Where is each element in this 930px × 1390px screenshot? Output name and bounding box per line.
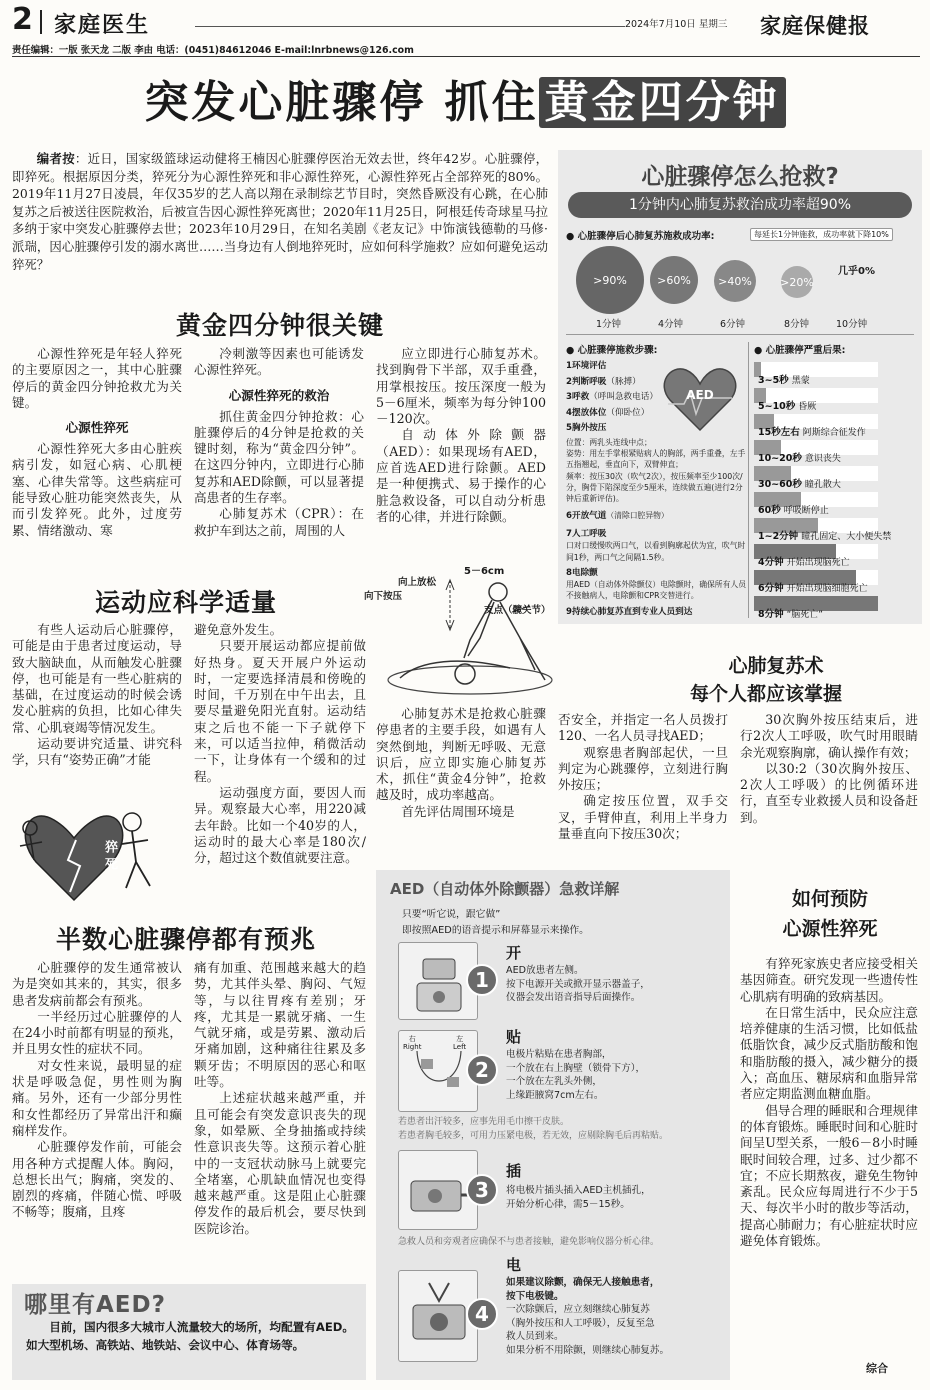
aed-step4-l1: 如果建议除颤，确保无人接触患者， — [506, 1277, 660, 1288]
section2-col2 — [194, 622, 366, 866]
headline-highlight: 黄金四分钟 — [539, 77, 786, 128]
section5-title — [740, 884, 920, 944]
aed-step4-l6: 如果分析不用除颤，则继续心肺复苏。 — [506, 1344, 670, 1356]
severity-bar-4 — [754, 440, 878, 464]
s5-p3: 倡导合理的睡眠和合理规律的体育锻炼。睡眠时间和心脏时间呈U型关系，一般6－8小时睡眠时间较合理，过多、过少都不宜；不应长期熬夜，避免生物钟紊乱。民众应每周进行不少于5天、每次半小时的散步等活动，提高心肺耐力；有心脏症状时应避免体育锻炼。 — [740, 1102, 918, 1249]
aed-step3-l2: 开始分析心律，需5－15秒。 — [506, 1198, 630, 1210]
s4c2-p2: 观察患者胸部起伏，一旦判定为心跳骤停，立刻进行胸外按压； — [558, 744, 728, 793]
s1c2-p1: 冷刺激等因素也可能诱发心源性猝死。 — [194, 346, 364, 378]
severity-bar-label: 30~60秒 瞳孔散大 — [758, 479, 841, 490]
editor-note-text: ：近日，国家级篮球运动健将王楠因心脏骤停医治无效去世，终年42岁。心脏骤停，即猝死。根据原因分类，猝死分为心源性猝死和非心源性猝死，心源性猝死占全部猝死的80%。2019年11月27日凌晨，年仅35岁的艺人高以翔在录制综艺节目时，突然昏厥没有心跳，在心肺复苏之后被送往医院救治，后被宣告因心源性猝死离世；2020年11月25日，阿根廷传奇球星马拉多纳于家中突发心脏骤停去世；2023年10月29日，在知名美剧《老友记》中饰演钱德勒的马修·派瑞，因心脏骤停引发的溺水离世……当身边有人倒地猝死时，应如何科学施救？应如何避免运动猝死？ — [12, 151, 548, 272]
rate-circle-5: 几乎0% — [838, 266, 875, 277]
rescue-step-4: 4摆放体位（仰卧位） — [566, 407, 650, 418]
severity-bar-1 — [754, 362, 878, 386]
rate-time-1: 1分钟 — [596, 319, 622, 330]
infographic-subtitle: 1分钟内心肺复苏救治成功率超90% — [568, 192, 912, 218]
aed-guide-title: AED（自动体外除颤器）急救详解 — [390, 880, 620, 898]
infographic-title: 心脏骤停怎么抢救? — [641, 164, 839, 190]
s1c2-subhead: 心源性猝死的救治 — [228, 387, 330, 403]
aed-step3-heading: 插 — [506, 1162, 522, 1180]
section-name: 家庭医生 — [54, 12, 151, 38]
page-number: 2 — [12, 2, 33, 37]
header-line — [195, 26, 625, 27]
severity-bar-6 — [754, 492, 878, 516]
rescue-step-1: 1环境评估 — [566, 361, 607, 371]
aed-step3-number: 3 — [466, 1174, 498, 1206]
aed-note-2: 若患者胸毛较多，可用力压紧电极，若无效，应剔除胸毛后再粘贴。 — [398, 1131, 669, 1141]
aed-step1-number: 1 — [466, 964, 498, 996]
aed-left-label: 左 Left — [453, 1035, 467, 1051]
steps-label: ● 心脏骤停施救步骤: — [566, 345, 658, 356]
s1c2-p2: 抓住黄金四分钟抢救：心脏骤停后的4分钟是抢救的关键时刻，称为“黄金四分钟”。在这四分钟内，立即进行心肺复苏和AED除颤，可以显著提高患者的生存率。 — [194, 408, 364, 506]
infographic-rule — [566, 334, 914, 335]
section4-title-line1: 心肺复苏术 — [728, 655, 824, 677]
severity-bar-2 — [754, 388, 878, 412]
paper-name: 家庭保健报 — [760, 13, 870, 38]
aed-step3-l1: 将电极片插头插入AED主机插孔， — [506, 1185, 651, 1196]
rate-circle-1: >90% — [576, 246, 644, 314]
rate-note: 每延长1分钟施救，成功率就下降10% — [750, 228, 893, 241]
s2c2-p2: 只要开展运动都应提前做好热身。夏天开展户外运动时，一定要选择清晨和傍晚的时间，千万别在中午出去，且要尽量避免阳光直射。运动结束之后也不能一下子就停下来，可以适当拉伸，稍微活动一下，让身体有一个缓和的过程。 — [194, 638, 366, 784]
cpr-figure — [360, 560, 556, 704]
aed-step1-l2: 按下电源开关或掀开显示器盖子， — [506, 978, 650, 990]
article-source: 综合 — [866, 1362, 888, 1375]
aed-guide-box — [376, 870, 730, 1380]
credits-line: 责任编辑：一版 张天龙 二版 李由 电话：(0451)84612046 E-mail:lnrbnews@126.com — [12, 45, 414, 56]
infographic — [558, 150, 922, 624]
sudden-death-label: 猝死 — [102, 840, 117, 874]
aed-step4-heading: 电 — [506, 1256, 522, 1274]
s4c2-p1: 否安全，并指定一名人员拨打120、一名人员寻找AED； — [558, 712, 728, 744]
severity-bar-3 — [754, 414, 878, 438]
severity-bar-label: 8分钟 “脑死亡” — [758, 609, 823, 620]
section1-col3 — [376, 346, 546, 525]
credits-rule — [12, 56, 920, 57]
section2-col1 — [12, 622, 182, 769]
infographic-vdivider — [748, 342, 749, 618]
rescue-step-9: 9持续心肺复苏直到专业人员到达 — [566, 607, 693, 618]
aed-step4-number: 4 — [466, 1298, 498, 1330]
rate-circle-4: >20% — [781, 266, 813, 298]
editor-note — [12, 150, 548, 273]
s3c2-p1: 痛有加重、范围越来越大的趋势，尤其伴头晕、胸闷、气短等，与以往胃疼有差别；牙疼，尤其是一累就牙痛、一生气就牙痛，或是劳累、激动后牙痛加剧，这种痛往往累及多颗牙齿；不明原因的恶心和呕吐等。 — [194, 960, 366, 1090]
section3-title: 半数心脏骤停都有预兆 — [55, 925, 316, 954]
severity-bar-label: 4分钟 开始出现脑死亡 — [758, 557, 850, 568]
section5-title-line1: 如何预防 — [791, 888, 868, 910]
cpr-up-label: 向上放松 — [398, 577, 437, 588]
rate-time-4: 8分钟 — [784, 319, 810, 330]
s1c3-p1: 应立即进行心肺复苏术。找到胸骨下半部，双手重叠，用掌根按压。按压深度一般为5－6厘米，频率为每分钟100－120次。 — [376, 346, 546, 427]
s4c3-p1: 30次胸外按压结束后，进行2次人工呼吸，吹气时用眼睛余光观察胸廓，确认操作有效； — [740, 712, 918, 760]
rate-label: ● 心脏骤停后心肺复苏施救成功率: — [566, 231, 715, 242]
aed-step2-number: 2 — [466, 1054, 498, 1086]
aed-intro-1: 只要“听它说，跟它做” — [402, 909, 501, 920]
step5-detail: 位置：两乳头连线中点； 姿势：用左手掌根紧贴病人的胸部，两手重叠，左手五指翘起，垂直向下，双臂伸直； 频率：按压30次（吹气2次），按压频率至少100次/分，胸骨下陷深度至少5厘米，连续做五遍(进行2分钟后重新评估)。 — [566, 438, 746, 504]
s3c1-p3: 对女性来说，最明显的症状是呼吸急促，男性则为胸痛。另外，还有一少部分男性和女性都经历了异常出汗和癫痫样发作。 — [12, 1057, 182, 1138]
rescue-step-8: 8电除颤 用AED（自动体外除颤仪）电除颤时，确保所有人员不接触病人，电除颤和CPR交替进行。 — [566, 567, 746, 601]
section4-title-line2: 每个人都应该掌握 — [689, 683, 842, 705]
s2c1-p1: 有些人运动后心脏骤停，可能是由于患者过度运动，导致大脑缺血，从而触发心脏骤停，也可能是有一些心脏病的基础，在过度运动的时候会诱发心脏病的负担，比如心律失常、心肌衰竭等情况发生。 — [12, 622, 182, 735]
aed-intro-2: 即按照AED的语音提示和屏幕显示来操作。 — [402, 925, 589, 936]
section1-title: 黄金四分钟很关键 — [175, 311, 384, 340]
s2c2-p3: 运动强度方面，要因人而异。观察最大心率，用220减去年龄。比如一个40岁的人，运动时的最大心率是180次/分，超过这个数值就要注意。 — [194, 784, 366, 866]
rate-circle-2: >60% — [650, 256, 698, 304]
rate-time-5: 10分钟 — [836, 319, 868, 330]
aed-step3-text — [506, 1184, 716, 1211]
s1c1-subhead: 心源性猝死 — [65, 420, 129, 436]
s5-p1: 有猝死家族史者应接受相关基因筛查。研究发现一些遗传性心肌病有明确的致病基因。 — [740, 956, 918, 1004]
section4-col1 — [376, 706, 546, 820]
s2c1-p2: 运动要讲究适量、讲究科学，只有“姿势正确”才能 — [12, 736, 182, 768]
sudden-death-illustration — [14, 800, 179, 910]
s3c1-p4: 心脏骤停发作前，可能会用各种方式提醒人体。胸闷，总想长出气；胸痛，突发的、剧烈的疼痛，伴随心慌、呼吸不畅等；腹痛，且疼 — [12, 1139, 182, 1220]
rescue-step-5: 5胸外按压 — [566, 423, 607, 433]
section-divider — [40, 10, 42, 34]
aed-step1-text — [506, 964, 716, 1005]
s4c1-p2: 首先评估周围环境是 — [401, 803, 515, 819]
aed-step2-l1: 电极片粘贴在患者胸部， — [506, 1049, 612, 1060]
rate-time-3: 6分钟 — [720, 319, 746, 330]
severity-bars — [754, 358, 892, 620]
rescue-step-3: 3呼救（呼叫急救电话） — [566, 392, 658, 402]
severity-bar-9 — [754, 570, 878, 594]
s2c2-p1: 避免意外发生。 — [194, 622, 283, 637]
section3-col2 — [194, 960, 366, 1237]
section5-title-line2: 心源性猝死 — [782, 918, 878, 940]
rate-circle-3: >40% — [714, 260, 756, 302]
headline-part1: 突发心脏骤停 抓住 — [144, 77, 539, 128]
s1c2-p3: 心肺复苏术（CPR）：在救护车到达之前，周围的人 — [194, 506, 364, 538]
section4-title — [560, 652, 922, 708]
severity-bar-label: 10~20秒 意识丧失 — [758, 453, 841, 464]
where-aed-text: 目前，国内很多大城市人流量较大的场所，均配置有AED。如大型机场、高铁站、地铁站、会议中心、体育场等。 — [26, 1320, 354, 1352]
aed-step4-l5: 救人员到来。 — [506, 1331, 564, 1342]
severity-bar-5 — [754, 466, 878, 490]
rescue-step-2: 2判断呼吸（脉搏） — [566, 376, 641, 387]
aed-step1-l3: 仪器会发出语音指导后面操作。 — [506, 992, 641, 1003]
rescue-steps-2 — [566, 510, 748, 619]
s4c1-p1: 心肺复苏术是抢救心脏骤停患者的主要手段，如遇有人突然倒地，判断无呼吸、无意识后，应立即实施心肺复苏术，抓住“黄金4分钟”，抢救越及时，成功率越高。 — [376, 706, 546, 803]
severity-bar-label: 3~5秒 黑蒙 — [758, 375, 810, 386]
aed-heart-icon — [662, 364, 738, 434]
aed-step2-text — [506, 1048, 716, 1102]
s4c2-p3: 确定按压位置，双手交叉，手臂伸直，利用上半身力量垂直向下按压30次； — [558, 793, 728, 842]
aed-step2-l4: 上缘距腋窝7cm左右。 — [506, 1089, 604, 1101]
aed-step1-heading: 开 — [506, 944, 522, 962]
severity-bar-label: 6分钟 开始出现脑细胞死亡 — [758, 583, 868, 594]
section1-col2 — [194, 346, 364, 539]
rescue-step-7: 7人工呼吸 口对口缓慢吹两口气，以看到胸廓起伏为宜，吹气时间1秒，两口气之间隔1.5秒。 — [566, 529, 746, 562]
aed-step2-heading: 贴 — [506, 1028, 522, 1046]
aed-note-3: 急救人员和旁观者应确保不与患者接触，避免影响仪器分析心律。 — [398, 1237, 660, 1247]
section2-title: 运动应科学适量 — [94, 588, 277, 617]
s5-p2: 在日常生活中，民众应注意培养健康的生活习惯，比如低盐低脂饮食，减少反式脂肪酸和饱和脂肪酸的摄入，减少糖分的摄入；高血压、糖尿病和血脂异常者应定期监测血糖血脂。 — [740, 1004, 918, 1102]
aed-step4-text — [506, 1276, 720, 1357]
s3c1-p2: 一半经历过心脏骤停的人在24小时前都有明显的预兆，并且男女性的症状不同。 — [12, 1008, 182, 1057]
aed-step4-l2: 按下电极键。 — [506, 1290, 564, 1302]
rescue-step-6: 6开放气道（清除口腔异物） — [566, 511, 669, 521]
where-aed-box — [12, 1284, 366, 1380]
rate-time-2: 4分钟 — [658, 319, 684, 330]
aed-heart-label: AED — [686, 388, 714, 402]
s3c1-p1: 心脏骤停的发生通常被认为是突如其来的，其实，很多患者发病前都会有预兆。 — [12, 960, 182, 1008]
aed-step2-l2: 一个放在右上胸壁（锁骨下方）， — [506, 1062, 646, 1074]
aed-step4-l3: 一次除颤后，应立刻继续心肺复苏 — [506, 1304, 650, 1315]
section3-col1 — [12, 960, 182, 1221]
s4c3-p2: 以30:2（30次胸外按压、2次人工呼吸）的比例循环进行，直至专业救援人员和设备赶到。 — [740, 760, 918, 825]
s3c2-p2: 上述症状越来越严重，并且可能会有突发意识丧失的现象，如晕厥、全身抽搐或持续性意识丧失等。这预示着心脏中的一支冠状动脉马上就要完全堵塞，心肌缺血情况也变得越来越严重。这是阻止心脏骤停发作的最后机会，要尽快到医院诊治。 — [194, 1090, 366, 1236]
aed-step1-l1: AED放患者左侧。 — [506, 965, 584, 976]
severity-bar-10 — [754, 596, 878, 620]
cpr-pivot-label: 支点（髋关节） — [484, 605, 551, 616]
severity-bar-label: 15秒左右 阿斯综合征发作 — [758, 427, 866, 438]
aed-step2-l3: 一个放在左乳头外侧， — [506, 1076, 602, 1087]
severity-bar-7 — [754, 518, 892, 542]
severity-bar-8 — [754, 544, 878, 568]
severity-label: ● 心脏骤停严重后果: — [754, 345, 846, 356]
section1-col1 — [12, 346, 182, 539]
headline — [0, 74, 930, 132]
severity-bar-label: 1~2分钟 瞳孔固定、大小便失禁 — [758, 531, 892, 542]
s1c1-p1: 心源性猝死是年轻人猝死的主要原因之一，其中心脏骤停后的黄金四分钟抢救尤为关键。 — [12, 346, 182, 410]
s1c1-p2: 心源性猝死大多由心脏疾病引发，如冠心病、心肌梗塞、心律失常等。这些病症可能导致心脏功能突然丧失，从而引发猝死。此外，过度劳累、情绪激动、寒 — [12, 441, 182, 538]
section4-col3 — [740, 712, 918, 826]
aed-right-label: 右 Right — [403, 1035, 422, 1051]
editor-note-label: 编者按 — [36, 151, 75, 166]
aed-step4-l4: （胸外按压和人工呼吸），反复至急 — [506, 1317, 655, 1329]
s1c3-p2: 自动体外除颤器（AED）：如果现场有AED，应首选AED进行除颤。AED是一种便携式、易于操作的心脏急救设备，可以自动分析患者的心律，并进行除颤。 — [376, 427, 546, 524]
cpr-depth-label: 5－6cm — [464, 566, 505, 577]
section4-col2 — [558, 712, 728, 842]
issue-date: 2024年7月10日 星期三 — [625, 19, 728, 30]
where-aed-title: 哪里有AED? — [24, 1292, 166, 1318]
section5-body — [740, 956, 918, 1249]
aed-note-1: 若患者出汗较多，应事先用毛巾擦干皮肤。 — [398, 1117, 570, 1127]
severity-bar-label: 60秒 呼吸断停止 — [758, 505, 829, 516]
severity-bar-label: 5~10秒 昏厥 — [758, 401, 817, 412]
cpr-down-label: 向下按压 — [364, 591, 403, 602]
